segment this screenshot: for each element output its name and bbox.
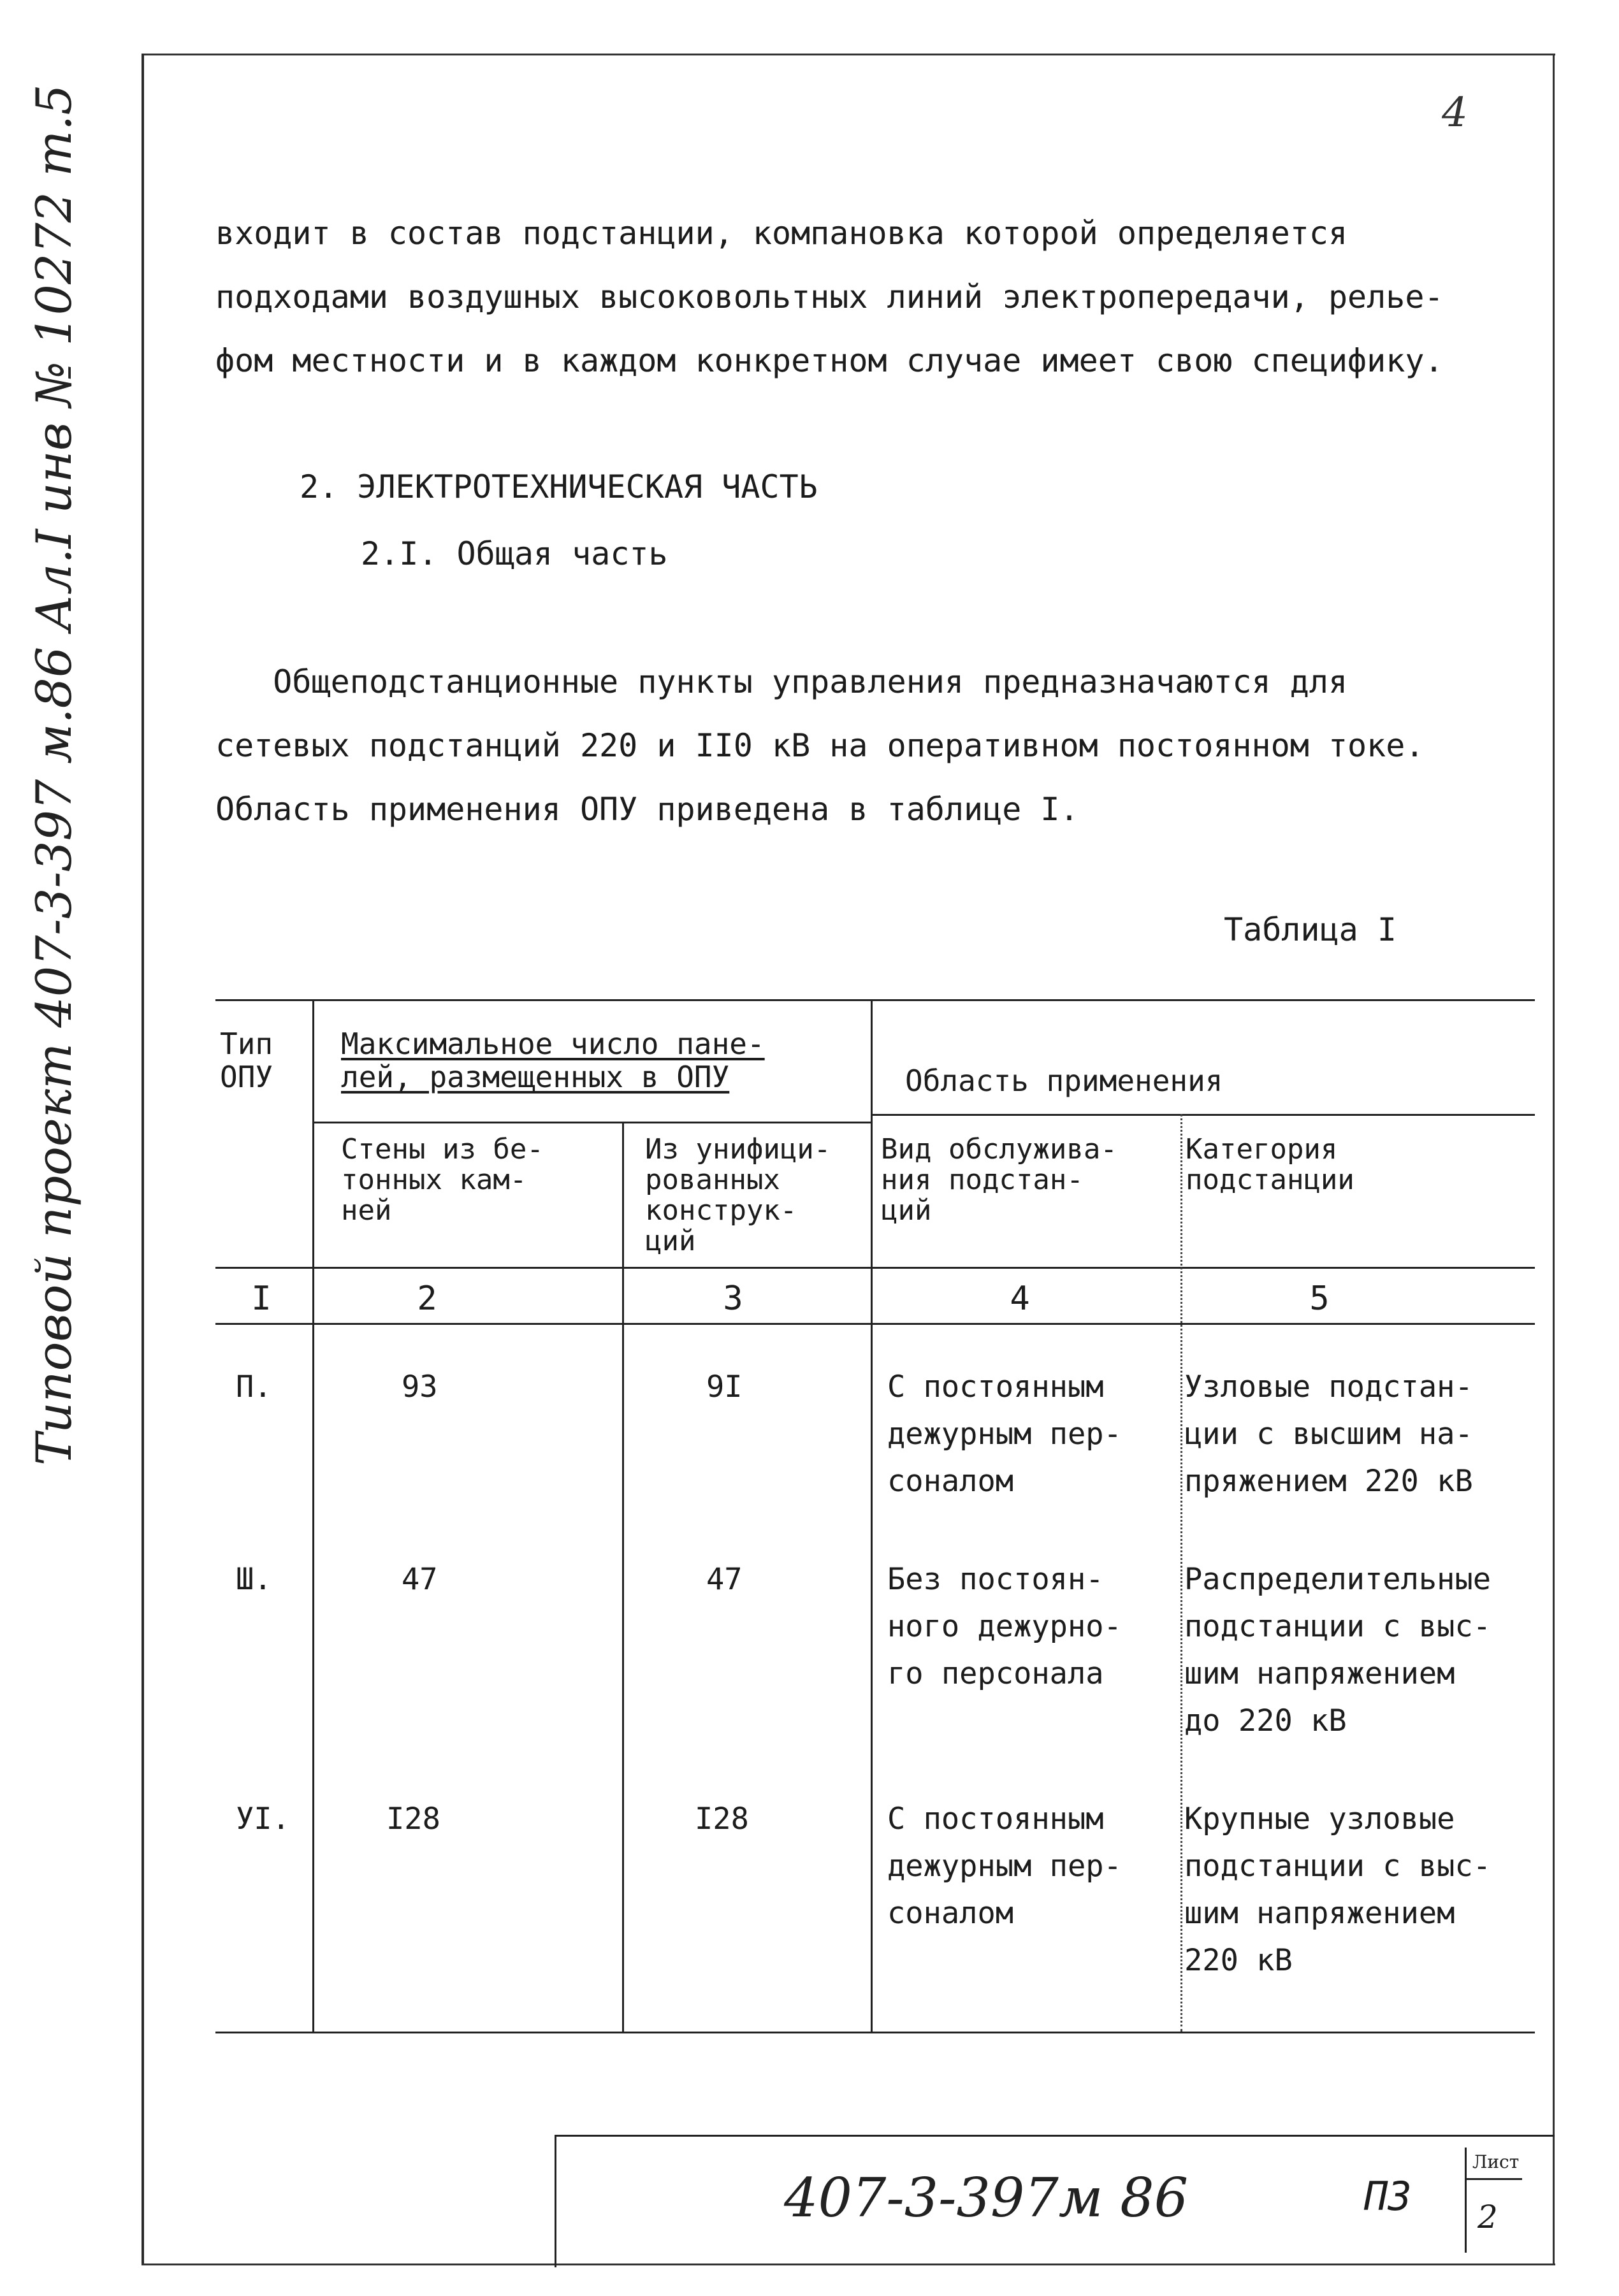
- page-frame-left: [142, 54, 144, 2265]
- document-code: 407-3-397м 86: [784, 2167, 1189, 2229]
- header-walls: Стены из бе- тонных кам- ней: [341, 1133, 544, 1227]
- table-panels-subrule: [312, 1122, 871, 1123]
- section-heading: 2. ЭЛЕКТРОТЕХНИЧЕСКАЯ ЧАСТЬ: [300, 468, 818, 505]
- table-col-divider-3: [871, 999, 873, 2032]
- col-number-4: 4: [1010, 1280, 1030, 1318]
- table-col-divider-2: [622, 1122, 624, 2032]
- row3-type: УI.: [236, 1801, 290, 1837]
- paragraph2-line-2: сетевых подстанций 220 и II0 кВ на оперативном постоянном токе.: [215, 727, 1425, 764]
- row1-service: С постоянным дежурным пер- соналом: [887, 1369, 1122, 1499]
- table-top-rule: [215, 999, 1535, 1001]
- row2-walls: 47: [402, 1562, 438, 1597]
- col-number-1: I: [251, 1280, 272, 1318]
- col-number-2: 2: [417, 1280, 437, 1318]
- row2-category: Распределительные подстанции с выс- шим напряжением до 220 кВ: [1184, 1562, 1492, 1738]
- sheet-number: 2: [1477, 2199, 1498, 2235]
- paragraph1-line-3: фом местности и в каждом конкретном случае имеет свою специфику.: [215, 342, 1444, 379]
- col-number-3: 3: [723, 1280, 743, 1318]
- col-number-5: 5: [1309, 1280, 1330, 1318]
- header-unified: Из унифици- рованных конструк- ций: [645, 1133, 831, 1257]
- page-number: 4: [1442, 89, 1468, 136]
- header-category: Категория подстанции: [1186, 1133, 1354, 1196]
- header-type: Тип ОПУ: [220, 1027, 273, 1094]
- table-col-divider-4: [1180, 1114, 1182, 2032]
- header-scope: Область применения: [905, 1064, 1223, 1098]
- paragraph2-line-3: Область применения ОПУ приведена в таблице I.: [215, 791, 1079, 828]
- row2-unified: 47: [706, 1562, 743, 1597]
- row3-service: С постоянным дежурным пер- соналом: [887, 1801, 1122, 1931]
- row1-walls: 93: [402, 1369, 438, 1404]
- paragraph1-line-1: входит в состав подстанции, компановка которой определяется: [215, 215, 1348, 252]
- row1-unified: 9I: [706, 1369, 743, 1404]
- header-service: Вид обслужива- ния подстан- ций: [881, 1133, 1117, 1227]
- row2-service: Без постоян- ного дежурно- го персонала: [887, 1562, 1122, 1691]
- document-type: ПЗ: [1364, 2173, 1412, 2220]
- sheet-label: Лист: [1472, 2151, 1520, 2172]
- page-frame-right: [1553, 54, 1555, 2265]
- header-max-panels: Максимальное число пане- лей, размещенных в ОПУ: [341, 1027, 765, 1094]
- page-frame-top: [142, 54, 1555, 55]
- table-bottom-rule: [215, 2032, 1535, 2033]
- row2-type: Ш.: [236, 1562, 272, 1597]
- row3-walls: I28: [386, 1801, 440, 1837]
- table-header-rule: [215, 1267, 1535, 1269]
- row3-category: Крупные узловые подстанции с выс- шим напряжением 220 кВ: [1184, 1801, 1492, 1978]
- subsection-heading: 2.I. Общая часть: [361, 535, 668, 572]
- row3-unified: I28: [695, 1801, 749, 1837]
- table-scope-subrule: [871, 1114, 1535, 1116]
- side-margin-note: Типовой проект 407-3-397 м.86 Ал.I инв № 10272 т.5: [25, 84, 82, 1466]
- table-col-divider-1: [312, 999, 314, 2032]
- row1-type: П.: [236, 1369, 272, 1404]
- table-number-rule: [215, 1323, 1535, 1325]
- sheet-divider: [1465, 2178, 1522, 2180]
- table-title: Таблица I: [1224, 911, 1397, 948]
- row1-category: Узловые подстан- ции с высшим на- пряжением 220 кВ: [1184, 1369, 1473, 1499]
- paragraph1-line-2: подходами воздушных высоковольтных линий электропередачи, релье-: [215, 278, 1444, 315]
- paragraph2-line-1: Общеподстанционные пункты управления предназначаются для: [215, 663, 1348, 700]
